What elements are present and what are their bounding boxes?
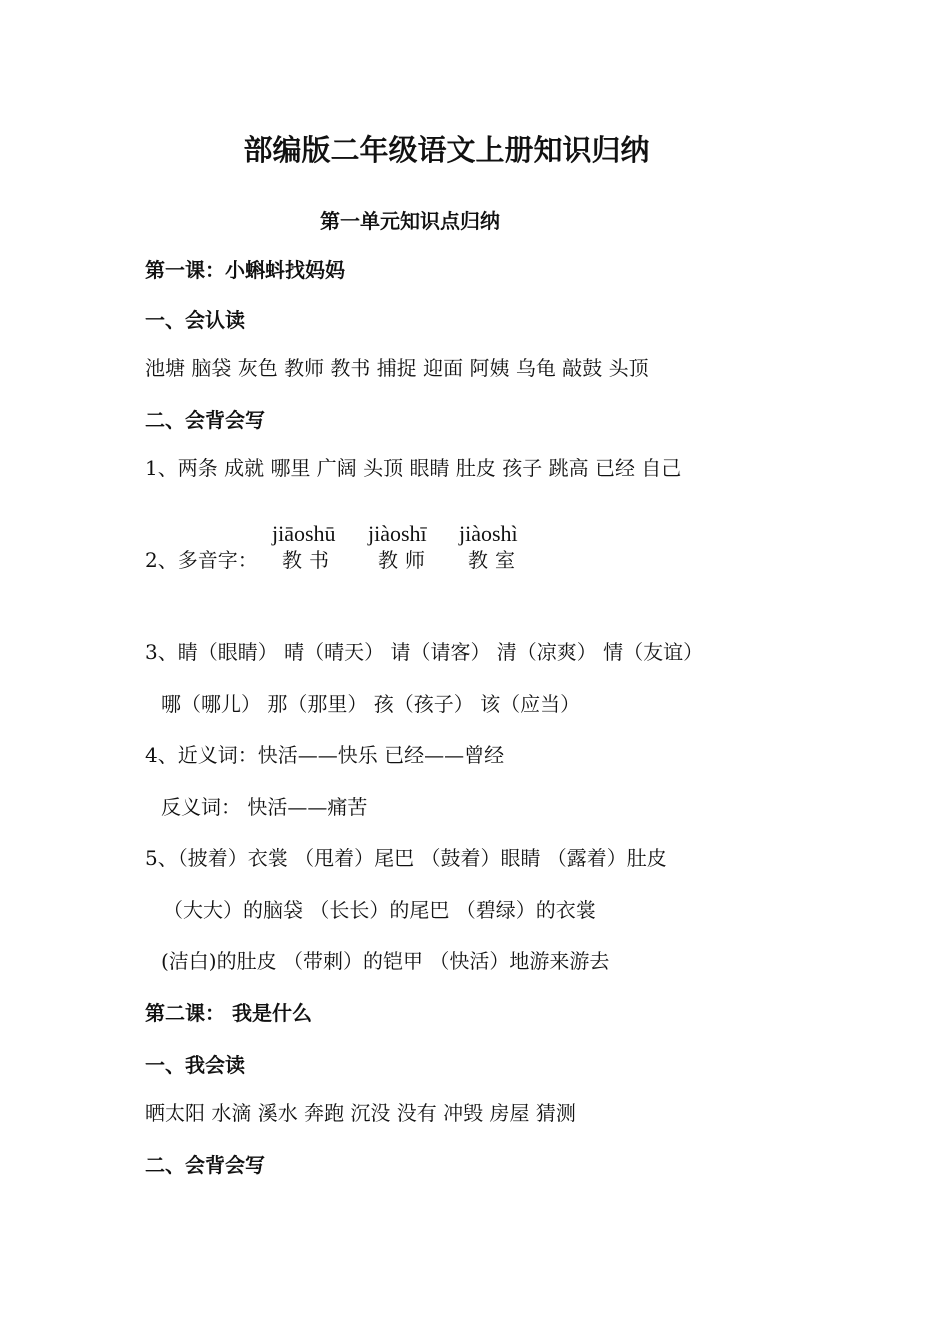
lesson2-heading: 第二课： 我是什么: [145, 1001, 312, 1025]
lesson1-item4-line2: 反义词： 快活——痛苦: [161, 795, 368, 819]
lesson1-item3-line1: 3、睛（眼睛） 晴（晴天） 请（请客） 清（凉爽） 情（友谊）: [145, 640, 704, 664]
lesson1-section1-words: 池塘 脑袋 灰色 教师 教书 捕捉 迎面 阿姨 乌龟 敲鼓 头顶: [145, 356, 649, 380]
lesson1-section1-heading: 一、会认读: [145, 308, 245, 332]
polyphone-chars: 教师: [378, 548, 432, 572]
lesson2-section1-words: 晒太阳 水滴 溪水 奔跑 沉没 没有 冲毁 房屋 猜测: [145, 1101, 576, 1125]
lesson1-section2-heading: 二、会背会写: [145, 408, 265, 432]
lesson1-heading: 第一课：小蝌蚪找妈妈: [145, 258, 345, 282]
lesson1-item2-label: 2、多音字：: [145, 548, 258, 572]
polyphone-chars: 教书: [282, 548, 336, 572]
polyphone-pinyin: jiàoshī: [368, 521, 427, 546]
lesson1-item1: 1、两条 成就 哪里 广阔 头顶 眼睛 肚皮 孩子 跳高 已经 自己: [145, 456, 682, 480]
polyphone-pinyin: jiāoshū: [272, 521, 336, 546]
polyphone-chars: 教室: [468, 548, 522, 572]
document-title: 部编版二年级语文上册知识归纳: [243, 133, 650, 167]
lesson2-section2-heading: 二、会背会写: [145, 1153, 265, 1177]
polyphone-pinyin: jiàoshì: [459, 521, 518, 546]
lesson1-item5-line3: (洁白)的肚皮 （带刺）的铠甲 （快活）地游来游去: [161, 949, 610, 973]
lesson1-item4-line1: 4、近义词：快活——快乐 已经——曾经: [145, 743, 505, 767]
lesson1-item5-line2: （大大）的脑袋 （长长）的尾巴 （碧绿）的衣裳: [163, 898, 596, 922]
lesson1-item3-line2: 哪（哪儿） 那（那里） 孩（孩子） 该（应当）: [161, 692, 581, 716]
lesson1-item5-line1: 5、（披着）衣裳 （甩着）尾巴 （鼓着）眼睛 （露着）肚皮: [145, 846, 667, 870]
lesson2-section1-heading: 一、我会读: [145, 1053, 245, 1077]
unit-title: 第一单元知识点归纳: [320, 209, 500, 233]
